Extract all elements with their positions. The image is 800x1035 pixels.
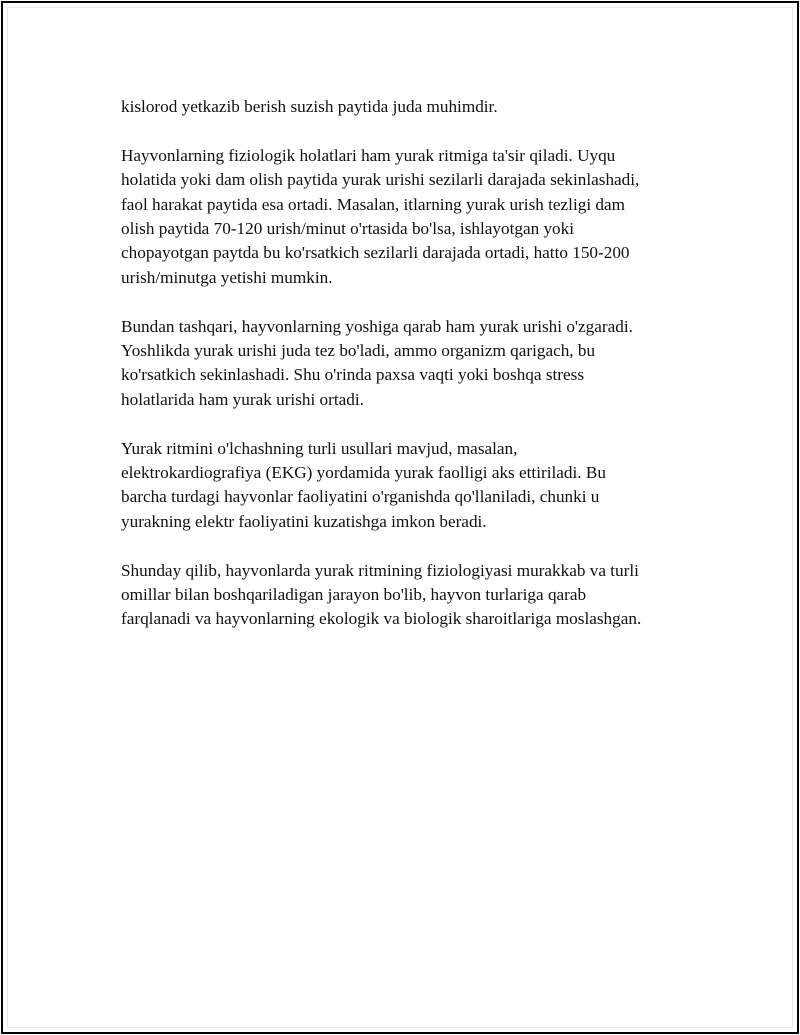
paragraph-1: kislorod yetkazib berish suzish paytida juda muhimdir. — [121, 97, 498, 116]
paragraph-3: Bundan tashqari, hayvonlarning yoshiga qarab ham yurak urishi o'zgaradi. Yoshlikda yurak urishi juda tez bo'ladi, ammo organizm qarigach, bu ko'rsatkich sekinlashadi. Shu o'rinda paxsa vaqti yoki boshqa stress holatlarida ham yurak urishi ortadi. — [121, 316, 633, 409]
paragraph-4: Yurak ritmini o'lchashning turli usullari mavjud, masalan, elektrokardiografiya (EKG) yordamida yurak faolligi aks ettiriladi. Bu barcha turdagi hayvonlar faoliyatini o'rganishda qo'llaniladi, chunki u yurakning elektr faoliyatini kuzatishga imkon beradi. — [121, 438, 606, 531]
page-frame — [1, 1, 799, 1034]
paragraph-2: Hayvonlarning fiziologik holatlari ham yurak ritmiga ta'sir qiladi. Uyqu holatida yoki dam olish paytida yurak urishi sezilarli darajada sekinlashadi, faol harakat paytida esa ortadi. Masalan, itlarning yurak urish tezligi dam olish paytida 70-120 urish/minut o'rtasida bo'lsa, ishlayotgan yoki chopayotgan paytda bu ko'rsatkich sezilarli darajada ortadi, hatto 150-200 urish/minutga yetishi mumkin. — [121, 145, 640, 287]
document-body — [121, 95, 691, 656]
paragraph-5: Shunday qilib, hayvonlarda yurak ritmining fiziologiyasi murakkab va turli omillar bilan boshqariladigan jarayon bo'lib, hayvon turlariga qarab farqlanadi va hayvonlarning ekologik va biologik sharoitlariga moslashgan. — [121, 560, 642, 629]
